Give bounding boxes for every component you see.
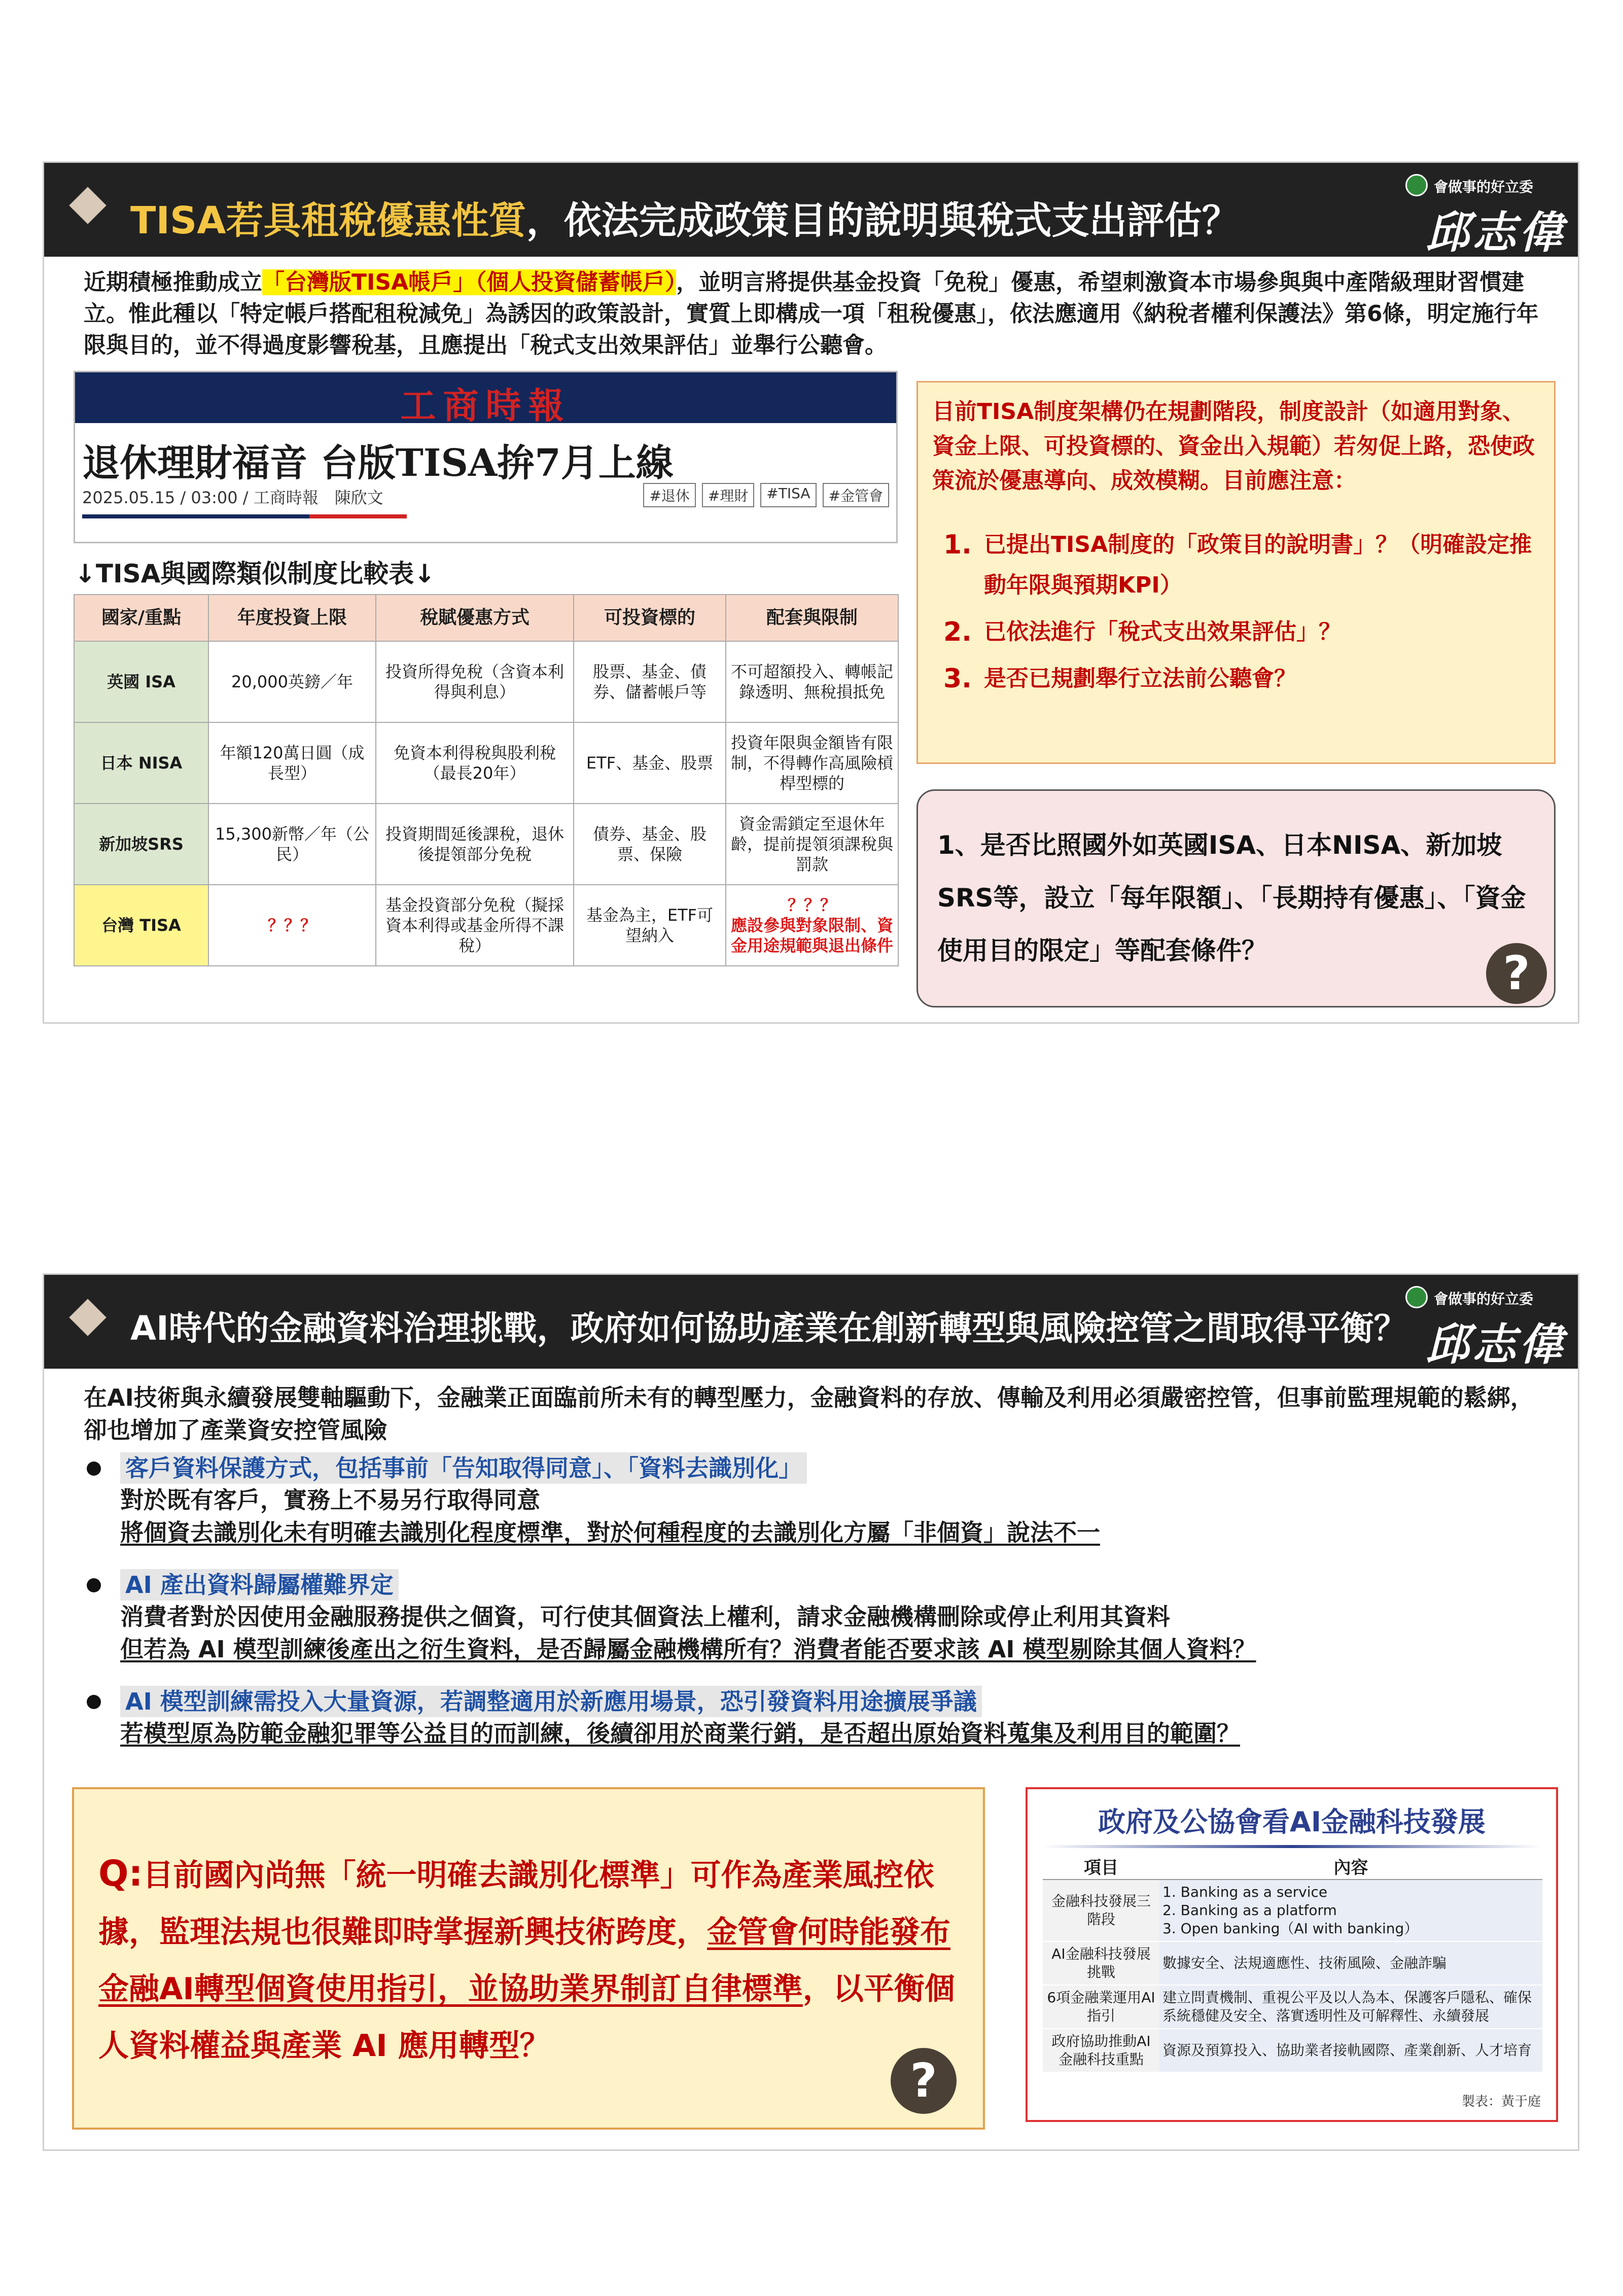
table-cell: ？？？ 應設參與對象限制、資金用途規範與退出條件	[726, 885, 898, 966]
table-row	[74, 804, 898, 885]
attention-box	[916, 381, 1556, 764]
table-header: 配套與限制	[726, 595, 898, 641]
table-cell: ？？？	[208, 885, 376, 966]
table-row	[1043, 2029, 1542, 2072]
list-item: 3. 是否已規劃舉行立法前公聽會？	[943, 664, 1296, 694]
table-cell: 投資所得免稅（含資本利得與利息）	[376, 641, 574, 722]
party-badge-icon	[1405, 1286, 1428, 1308]
party-badge-icon	[1405, 174, 1428, 196]
brand-slogan: 會做事的好立委	[1434, 1291, 1534, 1307]
bullet-detail: 若模型原為防範金融犯罪等公益目的而訓練，後續卻用於商業行銷，是否超出原始資料蒐集及利用目的範圍？	[120, 1720, 1240, 1747]
table-header: 項目	[1043, 1853, 1159, 1880]
figure-divider	[1043, 1845, 1541, 1848]
table-cell: 建立問責機制、重視公平及以人為本、保護客戶隱私、確保系統穩健及安全、落實透明性及可解釋性、永續發展	[1159, 1985, 1542, 2029]
bullet-detail: 對於既有客戶，實務上不易另行取得同意	[120, 1486, 540, 1514]
slide-title: TISA若具租稅優惠性質，依法完成政策目的說明與稅式支出評估？	[130, 199, 1240, 242]
table-cell: 15,300新幣／年（公民）	[208, 804, 376, 885]
list-item	[84, 1686, 1555, 1750]
bullet-detail: 但若為 AI 模型訓練後產出之衍生資料，是否歸屬金融機構所有？消費者能否要求該 AI 模型剔除其個人資料？	[120, 1636, 1256, 1663]
table-cell: 數據安全、法規適應性、技術風險、金融詐騙	[1159, 1941, 1542, 1985]
attention-list	[943, 525, 1542, 705]
slide-ai-finance	[43, 1273, 1579, 2151]
table-cell: 基金投資部分免稅（擬採資本利得或基金所得不課稅）	[376, 885, 574, 966]
table-cell: 1. Banking as a service 2. Banking as a platform 3. Open banking（AI with banking）	[1159, 1880, 1542, 1941]
table-cell: 20,000英鎊／年	[208, 641, 376, 722]
bullet-list	[84, 1452, 1555, 1769]
table-header: 內容	[1159, 1853, 1542, 1880]
table-header: 稅賦優惠方式	[376, 595, 574, 641]
news-headline: 退休理財福音 台版TISA拚7月上線	[82, 441, 674, 485]
table-cell: 投資期間延後課稅，退休後提領部分免稅	[376, 804, 574, 885]
news-tag: #TISA	[760, 483, 816, 507]
brand-logo	[1405, 1284, 1566, 1370]
table-cell: 資源及預算投入、協助業者接軌國際、產業創新、人才培育	[1159, 2029, 1542, 2072]
table-row	[74, 885, 898, 966]
news-meta: 2025.05.15 / 03:00 / 工商時報 陳欣文	[82, 488, 383, 507]
bullet-heading: AI 產出資料歸屬權難界定	[120, 1569, 399, 1601]
table-cell: 金融科技發展三階段	[1043, 1880, 1159, 1941]
table-cell: AI金融科技發展挑戰	[1043, 1941, 1159, 1985]
list-item	[84, 1452, 1555, 1549]
table-cell: 債券、基金、股票、保險	[574, 804, 726, 885]
news-tag: #金管會	[823, 483, 889, 507]
comparison-table	[74, 594, 899, 966]
slide-title: AI時代的金融資料治理挑戰，政府如何協助產業在創新轉型與風險控管之間取得平衡？	[130, 1309, 1407, 1348]
title-bar	[44, 1275, 1578, 1369]
title-bar	[44, 163, 1578, 257]
question-mark-icon: ?	[1486, 943, 1547, 1004]
news-tag: #理財	[702, 483, 754, 507]
figure-title: 政府及公協會看AI金融科技發展	[1098, 1806, 1486, 1838]
diamond-icon	[69, 1299, 107, 1336]
bullet-icon	[87, 1462, 101, 1476]
bullet-icon	[87, 1578, 101, 1592]
figure-credit: 製表：黃于庭	[1461, 2094, 1541, 2109]
news-divider	[82, 514, 407, 518]
table-row	[1043, 1941, 1542, 1985]
table-row	[74, 641, 898, 722]
table-header: 年度投資上限	[208, 595, 376, 641]
table-row	[1043, 1985, 1542, 2029]
bullet-detail: 消費者對於因使用金融服務提供之個資，可行使其個資法上權利，請求金融機構刪除或停止利用其資料	[120, 1603, 1170, 1630]
brand-slogan: 會做事的好立委	[1434, 179, 1534, 195]
question-box	[916, 789, 1556, 1007]
table-cell: 資金需鎖定至退休年齡，提前提領須課稅與罰款	[726, 804, 898, 885]
news-tags	[643, 483, 889, 507]
table-row	[1043, 1880, 1542, 1941]
table-cell: 股票、基金、債券、儲蓄帳戶等	[574, 641, 726, 722]
table-cell: 免資本利得稅與股利稅（最長20年）	[376, 722, 574, 804]
table-cell: 投資年限與金額皆有限制，不得轉作高風險槓桿型標的	[726, 722, 898, 804]
list-item: 1. 已提出TISA制度的「政策目的說明書」？（明確設定推動年限與預期KPI）	[943, 530, 1532, 598]
comparison-title: ↓TISA與國際類似制度比較表↓	[75, 559, 436, 588]
bullet-heading: AI 模型訓練需投入大量資源，若調整適用於新應用場景，恐引發資料用途擴展爭議	[120, 1686, 982, 1717]
table-cell: 6項金融業運用AI指引	[1043, 1985, 1159, 2029]
bullet-icon	[87, 1695, 101, 1709]
brand-signature: 邱志偉	[1426, 207, 1566, 258]
brand-signature: 邱志偉	[1426, 1319, 1566, 1370]
table-row	[74, 722, 898, 804]
question-box	[72, 1787, 985, 2130]
question-text: 1、是否比照國外如英國ISA、日本NISA、新加坡SRS等，設立「每年限額」、「長期持有優惠」、「資金使用目的限定」等配套條件？	[937, 830, 1526, 965]
table-cell: 基金為主，ETF可望納入	[574, 885, 726, 966]
slide-tisa	[43, 161, 1579, 1024]
table-cell: 英國 ISA	[74, 641, 208, 722]
table-cell: ETF、基金、股票	[574, 722, 726, 804]
question-text: Q:目前國內尚無「統一明確去識別化標準」可作為產業風控依據，監理法規也很難即時掌握新興技術跨度，金管會何時能發布金融AI轉型個資使用指引，並協助業界制訂自律標準，以平衡個人資料權益與產業 AI 應用轉型？	[98, 1853, 955, 2064]
table-header: 國家/重點	[74, 595, 208, 641]
table-header: 可投資標的	[574, 595, 726, 641]
table-cell: 新加坡SRS	[74, 804, 208, 885]
intro-paragraph: 在AI技術與永續發展雙軸驅動下，金融業正面臨前所未有的轉型壓力，金融資料的存放、傳輸及利用必須嚴密控管，但事前監理規範的鬆綁，卻也增加了產業資安控管風險	[84, 1384, 1534, 1444]
news-tag: #退休	[643, 483, 695, 507]
table-cell: 不可超額投入、轉帳記錄透明、無稅損抵免	[726, 641, 898, 722]
diamond-icon	[69, 187, 107, 224]
table-cell: 日本 NISA	[74, 722, 208, 804]
list-item	[84, 1569, 1555, 1665]
brand-logo	[1405, 172, 1566, 258]
intro-paragraph: 近期積極推動成立「台灣版TISA帳戶」（個人投資儲蓄帳戶），並明言將提供基金投資「免稅」優惠，希望刺激資本市場參與與中產階級理財習慣建立。惟此種以「特定帳戶搭配租稅減免」為誘因的政策設計，實質上即構成一項「租稅優惠」，依法應適用《納稅者權利保護法》第6條，明定施行年限與目的，並不得過度影響稅基，且應提出「稅式支出效果評估」並舉行公聽會。	[84, 269, 1539, 358]
attention-lead: 目前TISA制度架構仍在規劃階段，制度設計（如適用對象、資金上限、可投資標的、資金出入規範）若匆促上路，恐使政策流於優惠導向、成效模糊。目前應注意：	[932, 399, 1535, 494]
bullet-detail: 將個資去識別化未有明確去識別化程度標準，對於何種程度的去識別化方屬「非個資」說法不一	[120, 1519, 1100, 1546]
ai-fintech-figure	[1026, 1787, 1558, 2122]
list-item: 2. 已依法進行「稅式支出效果評估」？	[943, 617, 1341, 647]
table-cell: 政府協助推動AI金融科技重點	[1043, 2029, 1159, 2072]
table-cell: 年額120萬日圓（成長型）	[208, 722, 376, 804]
question-mark-icon: ?	[891, 2048, 957, 2114]
table-cell: 台灣 TISA	[74, 885, 208, 966]
news-clipping	[74, 371, 898, 543]
bullet-heading: 客戶資料保護方式，包括事前「告知取得同意」、「資料去識別化」	[120, 1452, 807, 1484]
newspaper-masthead: 工商時報	[75, 372, 896, 423]
figure-table	[1043, 1853, 1542, 2073]
